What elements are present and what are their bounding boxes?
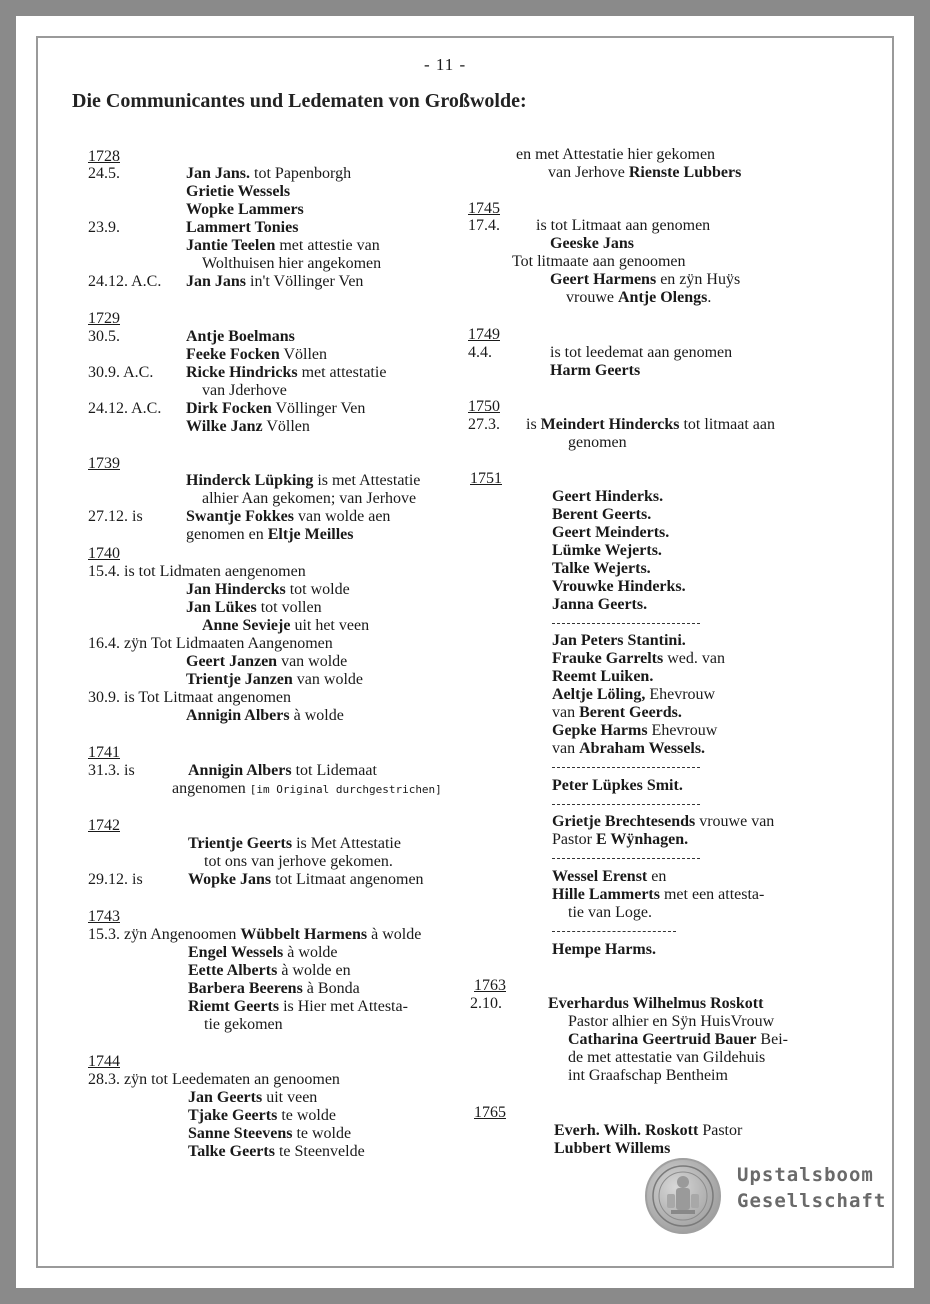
entry-continuation: vrouwe Antje Olengs. <box>566 289 712 306</box>
entry: Wopke Lammers <box>186 201 304 218</box>
entry: Pastor E Wÿnhagen. <box>552 831 689 848</box>
year-1742: 1742 <box>88 817 120 834</box>
entry: Jantie Teelen met attestie van <box>186 237 380 254</box>
entry-date: 27.3. <box>468 416 500 433</box>
year-1750: 1750 <box>468 398 500 415</box>
entry: Wopke Jans tot Litmaat angenomen <box>188 871 424 888</box>
year-1729: 1729 <box>88 310 120 327</box>
entry: van Berent Geerds. <box>552 704 682 721</box>
entry: Anne Sevieje uit het veen <box>202 617 370 634</box>
entry: Eette Alberts à wolde en <box>188 962 351 979</box>
editor-note: [im Original durchgestrichen] <box>249 783 442 796</box>
entry: Antje Boelmans <box>186 328 295 345</box>
entry: Barbera Beerens à Bonda <box>188 980 360 997</box>
entry-continuation: tot ons van jerhove gekomen. <box>204 853 393 870</box>
entry: Annigin Albers tot Lidemaat <box>188 762 377 779</box>
entry-header: 28.3. zÿn tot Leedematen an genoomen <box>88 1071 340 1088</box>
entry: Tjake Geerts te wolde <box>188 1107 336 1124</box>
entry: Geert Harmens en zÿn Huÿs <box>550 271 741 288</box>
entry-continuation: tie van Loge. <box>568 904 652 921</box>
year-1745: 1745 <box>468 200 500 217</box>
entry: Jan Lükes tot vollen <box>186 599 322 616</box>
entry: Hinderck Lüpking is met Attestatie <box>186 472 421 489</box>
entry-continuation: Pastor alhier en Sÿn HuisVrouw <box>568 1013 775 1030</box>
entry: Wessel Erenst en <box>552 868 667 885</box>
entry: Lümke Wejerts. <box>552 542 662 559</box>
entry-continuation: van Jderhove <box>202 382 287 399</box>
entry-date: 30.9. A.C. <box>88 364 154 381</box>
entry: Gepke Harms Ehevrouw <box>552 722 718 739</box>
entry: Lubbert Willems <box>554 1140 671 1157</box>
year-1739: 1739 <box>88 455 120 472</box>
entry: Grietje Brechtesends vrouwe van <box>552 813 775 830</box>
entry: Riemt Geerts is Hier met Attesta- <box>188 998 408 1015</box>
entry: Geert Hinderks. <box>552 488 664 505</box>
entry: Everhardus Wilhelmus Roskott <box>548 995 764 1012</box>
separator <box>552 767 700 768</box>
entry-continuation: genomen <box>568 434 627 451</box>
entry-date: 30.5. <box>88 328 120 345</box>
entry: Catharina Geertruid Bauer Bei- <box>568 1031 788 1048</box>
entry: Engel Wessels à wolde <box>188 944 338 961</box>
year-1749: 1749 <box>468 326 500 343</box>
entry: Vrouwke Hinderks. <box>552 578 686 595</box>
year-1740: 1740 <box>88 545 120 562</box>
entry: Geert Meinderts. <box>552 524 670 541</box>
year-1728: 1728 <box>88 148 120 165</box>
entry-header: 30.9. is Tot Litmaat angenomen <box>88 689 291 706</box>
entry: Aeltje Löling, Ehevrouw <box>552 686 716 703</box>
seal-icon <box>645 1158 721 1234</box>
year-1751: 1751 <box>470 470 502 487</box>
year-1765: 1765 <box>474 1104 506 1121</box>
entry: Jan Jans. tot Papenborgh <box>186 165 352 182</box>
separator <box>552 804 700 805</box>
society-logo <box>645 1158 885 1234</box>
entry-date: 24.12. A.C. <box>88 273 162 290</box>
entry: Swantje Fokkes van wolde aen <box>186 508 391 525</box>
entry-date: 23.9. <box>88 219 120 236</box>
entry: van Abraham Wessels. <box>552 740 706 757</box>
entry: Dirk Focken Völlinger Ven <box>186 400 366 417</box>
year-1741: 1741 <box>88 744 120 761</box>
year-1763: 1763 <box>474 977 506 994</box>
entry: Trientje Geerts is Met Attestatie <box>188 835 401 852</box>
entry: Hempe Harms. <box>552 941 656 958</box>
separator <box>552 931 676 932</box>
entry: Reemt Luiken. <box>552 668 654 685</box>
entry-continuation: de met attestatie van Gildehuis <box>568 1049 766 1066</box>
entry: Peter Lüpkes Smit. <box>552 777 683 794</box>
entry-header: is tot Litmaat aan genomen <box>536 217 711 234</box>
entry: Trientje Janzen van wolde <box>186 671 363 688</box>
entry-date: 17.4. <box>468 217 500 234</box>
entry: Wilke Janz Völlen <box>186 418 310 435</box>
entry-date: 29.12. is <box>88 871 143 888</box>
entry: Janna Geerts. <box>552 596 648 613</box>
entry-continuation: alhier Aan gekomen; van Jerhove <box>202 490 417 507</box>
logo-text-line1: Upstalsboom <box>737 1164 874 1186</box>
entry-continuation: int Graafschap Bentheim <box>568 1067 728 1084</box>
year-1743: 1743 <box>88 908 120 925</box>
entry: van Jerhove Rienste Lubbers <box>548 164 742 181</box>
page-title: Die Communicantes und Ledematen von Großwolde: <box>72 90 527 112</box>
entry-date: 24.5. <box>88 165 120 182</box>
entry: Jan Hindercks tot wolde <box>186 581 350 598</box>
entry-date: 24.12. A.C. <box>88 400 162 417</box>
entry: genomen en Eltje Meilles <box>186 526 354 543</box>
entry-date: 31.3. is <box>88 762 135 779</box>
page-number: - 11 - <box>424 55 467 74</box>
logo-text-line2: Gesellschaft <box>737 1190 887 1212</box>
entry-date: 27.12. is <box>88 508 143 525</box>
entry-header: 15.3. zÿn Angenoomen Wübbelt Harmens à wolde <box>88 926 422 943</box>
entry: is Meindert Hindercks tot litmaat aan <box>526 416 776 433</box>
entry-date: 2.10. <box>470 995 502 1012</box>
entry: Geert Janzen van wolde <box>186 653 348 670</box>
entry-header: 15.4. is tot Lidmaten aengenomen <box>88 563 306 580</box>
entry: Sanne Steevens te wolde <box>188 1125 352 1142</box>
year-1744: 1744 <box>88 1053 120 1070</box>
entry: Ricke Hindricks met attestatie <box>186 364 387 381</box>
entry: Jan Peters Stantini. <box>552 632 686 649</box>
entry: Grietie Wessels <box>186 183 291 200</box>
entry: Frauke Garrelts wed. van <box>552 650 725 667</box>
entry-header: is tot leedemat aan genomen <box>550 344 733 361</box>
entry-continuation: en met Attestatie hier gekomen <box>516 146 716 163</box>
entry-header: Tot litmaate aan genoomen <box>512 253 686 270</box>
entry-header: 16.4. zÿn Tot Lidmaaten Aangenomen <box>88 635 333 652</box>
entry: Jan Geerts uit veen <box>188 1089 318 1106</box>
entry: Everh. Wilh. Roskott Pastor <box>554 1122 743 1139</box>
entry-continuation: Wolthuisen hier angekomen <box>202 255 382 272</box>
entry: Annigin Albers à wolde <box>186 707 344 724</box>
entry: Lammert Tonies <box>186 219 299 236</box>
entry: Berent Geerts. <box>552 506 652 523</box>
entry-continuation: tie gekomen <box>204 1016 283 1033</box>
entry: Harm Geerts <box>550 362 641 379</box>
entry: Hille Lammerts met een attesta- <box>552 886 765 903</box>
separator <box>552 623 700 624</box>
entry: Talke Geerts te Steenvelde <box>188 1143 365 1160</box>
entry: Jan Jans in't Völlinger Ven <box>186 273 364 290</box>
entry: Feeke Focken Völlen <box>186 346 328 363</box>
separator <box>552 858 700 859</box>
entry: Geeske Jans <box>550 235 634 252</box>
entry: Talke Wejerts. <box>552 560 651 577</box>
entry-continuation: angenomen [im Original durchgestrichen] <box>172 780 442 797</box>
entry-date: 4.4. <box>468 344 492 361</box>
